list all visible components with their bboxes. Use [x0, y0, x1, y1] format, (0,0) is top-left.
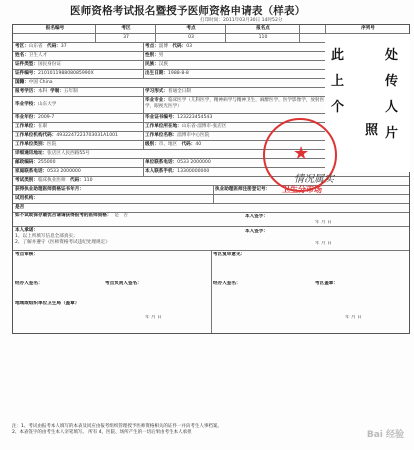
row-review	[13, 251, 409, 333]
kaodian-label: 考点：	[145, 44, 159, 49]
postcode-label: 邮政编码：	[15, 160, 38, 165]
row-trial	[13, 195, 409, 204]
unit-name-label: 工作单位名称：	[145, 133, 178, 138]
row-pledge	[13, 227, 409, 251]
kaodian-value: 淄博	[158, 44, 168, 49]
date-2: 年 月 日	[315, 241, 332, 246]
id-type-value: 国民身份证	[37, 62, 61, 67]
exam-point-title: 考点审核：	[15, 252, 38, 257]
id-no-value: 210101198808085990X	[37, 71, 94, 76]
level-code-value: 40	[195, 142, 202, 147]
study-form-label: 学习形式：	[145, 89, 168, 94]
photo-char-2: 上	[331, 74, 345, 89]
sign-label-1: 本人签字：	[245, 214, 268, 219]
birth-value: 1988-8-8	[167, 71, 189, 76]
prev-question-yes: 是	[114, 213, 120, 218]
trial-unit-label: 试用机构：	[15, 196, 38, 201]
name-label: 姓名：	[15, 53, 29, 58]
org-code-label: 工作单位机构代码：	[15, 133, 57, 138]
photo-char-5: 传	[385, 74, 399, 89]
photo-char-4: 处	[385, 48, 399, 63]
school-label: 毕业学校：	[15, 102, 38, 107]
years-label: 学制：	[50, 89, 64, 94]
unit-type-value: 医院	[47, 142, 57, 147]
prev-question-no: 否	[123, 213, 129, 218]
school-value: 山东大学	[37, 102, 57, 107]
val-kaodian: 03	[188, 35, 194, 40]
major-label: 毕业专业：	[145, 98, 168, 103]
note-1: 注：1、考试由报考本人填写的本表及同应由报考组织管理授予医师资格相关的证件一并向考生人事档案。	[12, 424, 222, 429]
home-phone-value: 0533 2000000	[47, 169, 81, 174]
address-label: 详细通讯地址：	[15, 151, 48, 156]
birth-label: 出生日期：	[145, 71, 168, 76]
review-sign-3: 经办人签名：	[213, 281, 241, 286]
page-title: 医师资格考试报名暨授予医师资格申请表（样表）	[70, 5, 306, 17]
exam-area-title: 考区复审意见：	[213, 252, 246, 257]
row-prev-question	[13, 213, 409, 227]
print-time: 打印时间：2011年03月30日 14时52分	[200, 18, 283, 23]
unit-phone-label: 单位联系电话：	[145, 160, 178, 165]
address-value: 张店区人民西路55号	[47, 151, 90, 156]
photo-char-6: 人	[385, 100, 399, 115]
review-sign-2: 考点负责人签名：	[105, 281, 142, 286]
prev-reg-label: 执业助理医师注册登记号：	[215, 187, 271, 192]
date-1: 年 月 日	[315, 220, 332, 225]
val-kaoqu: 37	[123, 35, 129, 40]
row-exam-type	[13, 177, 409, 186]
major-value: 临床医学（儿科医学，精神病学与精神卫生，麻醉医学，医学影像学，放射医学，眼视光医学）	[145, 98, 325, 109]
years-value: 五年制	[63, 89, 78, 94]
edu-value: 本科	[37, 89, 48, 94]
form-header-row	[13, 25, 409, 34]
unit-name-value: 淄博市中心医院	[177, 133, 210, 138]
cert-no-value: 123223454543	[177, 115, 213, 120]
kaoqu-label: 考区：	[15, 44, 29, 49]
stamp-text: 卫生分市场	[282, 185, 322, 194]
gender-value: 男	[158, 53, 164, 58]
ethnic-value: 汉族	[158, 62, 168, 67]
reg-no-label: 报名编号	[45, 26, 65, 31]
col-kaodian: 考点	[186, 26, 196, 31]
review-sign-1: 经办人签名：	[15, 281, 43, 286]
col-baomingdian: 报名点	[256, 26, 270, 31]
photo-char-mid: 照	[365, 123, 379, 138]
id-no-label: 证件编号：	[15, 71, 38, 76]
pledge-title: 本人承诺：	[15, 228, 38, 233]
watermark: Bai 经验	[366, 430, 404, 440]
sign-label-2: 本人签字：	[245, 229, 268, 234]
grad-year-label: 毕业年份：	[15, 115, 38, 120]
prev-cert-label: 获得执业助理医师资格证书年月：	[15, 187, 84, 192]
footnotes	[12, 424, 222, 436]
col-kaoqu: 考区	[121, 26, 131, 31]
photo-char-1: 此	[331, 48, 345, 63]
review-unit-seal: 地域或组织单位卫生局（盖章）	[15, 301, 80, 306]
unit-phone-value: 0533 2000000	[177, 160, 211, 165]
photo-char-3: 个	[331, 100, 345, 115]
level-value: 市、地区	[158, 142, 178, 147]
exam-type-code: 110	[83, 178, 93, 183]
kaodian-code: 03	[186, 44, 193, 49]
handwritten-sign: 情况属实	[294, 174, 334, 185]
study-form-value: 普通全日制	[167, 89, 191, 94]
nation-label: 国籍：	[15, 80, 29, 85]
is-student-label: 是否	[15, 205, 25, 210]
row-prev-cert	[13, 186, 409, 195]
review-seal-2: 考区盖章：	[315, 281, 338, 286]
exam-type-code-label: 代码：	[69, 178, 84, 183]
col-xuhao: 序列号	[361, 26, 375, 31]
exam-type-value: 临床执业医师	[37, 178, 66, 183]
kaoqu-code: 37	[60, 44, 67, 49]
level-code-label: 代码：	[181, 142, 196, 147]
kaoqu-code-label: 代码：	[46, 44, 61, 49]
pledge-1: 1、以上所填写信息全部真实；	[15, 234, 78, 239]
ethnic-label: 民族：	[145, 62, 159, 67]
name-value: 卫生人才	[28, 53, 48, 58]
kaoqu-value: 山东省	[28, 44, 43, 49]
review-date-1: 年 月 日	[145, 315, 162, 320]
star-icon: ★	[293, 143, 310, 164]
unit-type-label: 工作单位类别：	[15, 142, 48, 147]
level-label: 级别：	[145, 142, 159, 147]
row-student	[13, 204, 409, 213]
note-2: 2、本表签字的由考生本人亲笔填写。 所有 4，医院、场所产生的一切后果由考生本人承担	[12, 430, 192, 435]
home-phone-label: 家庭联系电话：	[15, 169, 48, 174]
prev-question-label: 如不试或保存最优否请请获得报考的医师资格：	[15, 213, 112, 218]
val-baomingdian: 110	[258, 35, 268, 40]
work-loc-label: 工作单位所在地：	[145, 124, 182, 129]
photo-char-7: 片	[385, 126, 399, 141]
mobile-label: 本人联系手机：	[145, 169, 178, 174]
work-unit-label: 工作单位：	[15, 124, 38, 129]
mobile-value: 13300000000	[177, 169, 210, 174]
cert-no-label: 毕业证书编号：	[145, 115, 178, 120]
postcode-value: 255000	[37, 160, 56, 165]
edu-label: 报考学历：	[15, 89, 38, 94]
work-loc-value: 山东省-淄博市-张店区	[181, 124, 227, 129]
kaodian-code-label: 代码：	[172, 44, 187, 49]
review-date-2: 年 月 日	[345, 315, 362, 320]
exam-type-label: 考试类别：	[15, 178, 38, 183]
id-type-label: 证件类型：	[15, 62, 38, 67]
work-unit-value: 在职	[37, 124, 48, 129]
nation-value: 中国 China	[28, 80, 53, 85]
pledge-2: 2、了解并遵守《医师资格考试违纪处理规定》	[15, 240, 110, 245]
photo-area	[325, 34, 410, 172]
grad-year-value: 2009-7	[37, 115, 55, 120]
gender-label: 性别：	[145, 53, 159, 58]
org-code-value: 4932247223703031A1001	[56, 133, 118, 138]
